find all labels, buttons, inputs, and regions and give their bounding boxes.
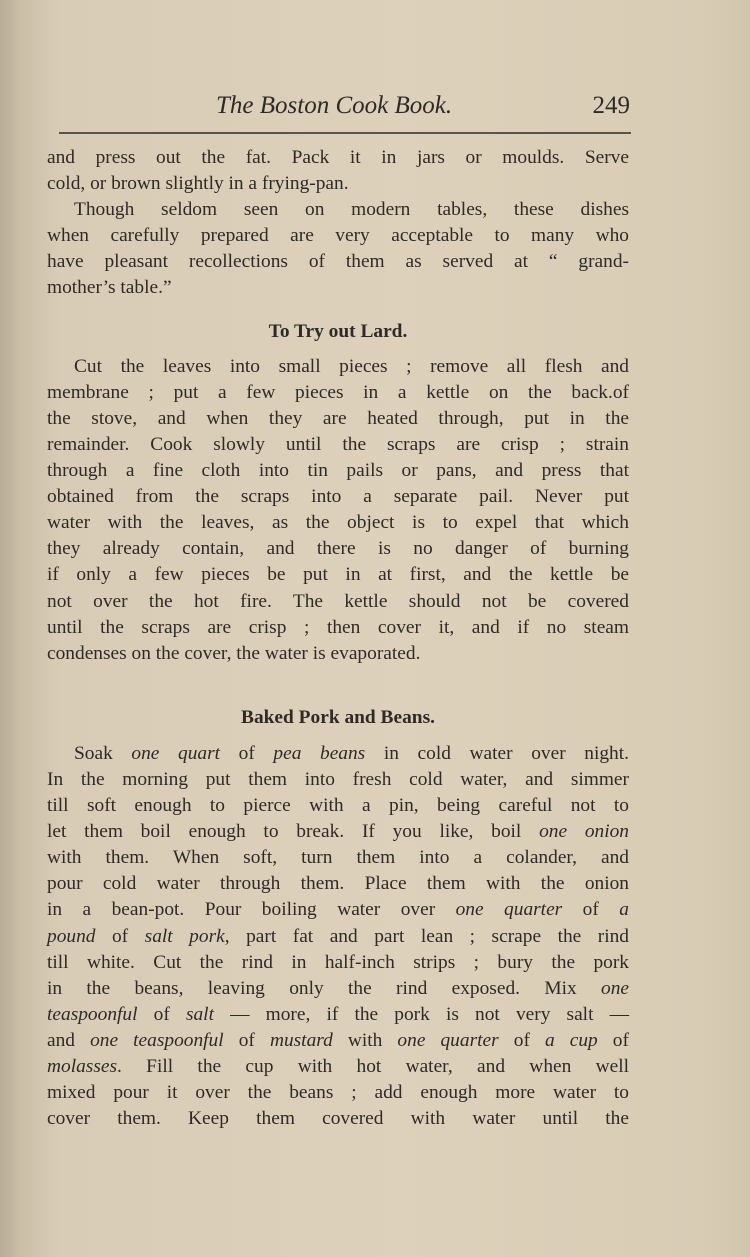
text-run: of <box>498 1029 545 1051</box>
text-line <box>47 924 629 950</box>
text-line: mixed pour it over the beans ; add enough more water to <box>47 1082 629 1104</box>
text-line: through a fine cloth into tin pails or pans, and press that <box>47 460 629 482</box>
text-line: remainder. Cook slowly until the scraps are crisp ; strain <box>47 433 629 455</box>
text-line: not over the hot fire. The kettle should not be covered <box>47 590 629 612</box>
text-run: with <box>332 1029 398 1051</box>
ingredient-quantity: one <box>601 977 629 999</box>
text-line: obtained from the scraps into a separate pail. Never put <box>47 486 629 508</box>
text-line: water with the leaves, as the object is to expel that which <box>47 512 629 534</box>
text-run: of <box>137 1003 186 1025</box>
text-run: , part fat and part lean ; scrape the rind <box>224 925 629 947</box>
heading-to-try-out-lard: To Try out Lard. <box>268 320 408 342</box>
text-line: membrane ; put a few pieces in a kettle on the back.of <box>47 381 629 403</box>
text-run: of <box>597 1029 629 1051</box>
ingredient-name: salt <box>185 1003 214 1025</box>
text-line: with them. When soft, turn them into a colander, and <box>47 847 629 869</box>
text-run: — more, if the pork is not very salt — <box>213 1003 629 1025</box>
running-head-title: The Boston Cook Book. <box>216 92 453 119</box>
text-run: of <box>220 742 274 764</box>
text-run: of <box>562 899 620 921</box>
text-line <box>47 897 629 923</box>
text-line: till soft enough to pierce with a pin, being careful not to <box>47 795 629 817</box>
ingredient-name: pea beans <box>273 742 366 764</box>
text-line: mother’s table.” <box>47 277 172 299</box>
ingredient-quantity: a cup <box>544 1029 598 1051</box>
ingredient-quantity: one quarter <box>397 1029 499 1051</box>
text-line <box>47 1002 629 1028</box>
text-run: in the beans, leaving only the rind exposed. Mix <box>47 977 601 999</box>
text-line: cover them. Keep them covered with water until the <box>47 1108 629 1130</box>
text-run: Soak <box>74 742 132 764</box>
text-line: when carefully prepared are very acceptable to many who <box>47 225 629 247</box>
ingredient-quantity: teaspoonful <box>47 1003 138 1025</box>
ingredient-name: salt pork <box>144 925 225 947</box>
text-line: till white. Cut the rind in half-inch strips ; bury the pork <box>47 951 629 973</box>
text-run: of <box>223 1029 270 1051</box>
text-line <box>47 741 629 767</box>
text-line <box>47 819 629 845</box>
paragraph-continuation <box>47 145 629 197</box>
ingredient-quantity: one teaspoonful <box>90 1029 224 1051</box>
text-line <box>47 976 629 1002</box>
ingredient-name: mustard <box>269 1029 333 1051</box>
text-run: in a bean-pot. Pour boiling water over <box>47 899 456 921</box>
ingredient-quantity: a <box>619 899 629 921</box>
text-run: let them boil enough to break. If you like, boil <box>47 821 540 843</box>
text-line: In the morning put them into fresh cold water, and simmer <box>47 768 629 790</box>
body-text <box>47 145 629 1132</box>
ingredient-quantity: pound <box>47 925 96 947</box>
paragraph-lard <box>47 354 629 667</box>
text-line <box>47 1028 629 1054</box>
text-run: of <box>95 925 145 947</box>
header-rule <box>59 132 631 134</box>
text-run: . Fill the cup with hot water, and when well <box>117 1056 629 1077</box>
text-line: and press out the fat. Pack it in jars or moulds. Serve <box>47 147 629 168</box>
running-head <box>60 92 630 126</box>
ingredient-name: molasses <box>47 1056 118 1077</box>
paragraph-intro <box>47 197 629 301</box>
text-line: if only a few pieces be put in at first, and the kettle be <box>47 564 629 586</box>
page-number: 249 <box>592 92 630 119</box>
text-line: the stove, and when they are heated through, put in the <box>47 407 629 429</box>
ingredient-quantity: one quarter <box>455 899 563 921</box>
text-line: Cut the leaves into small pieces ; remove all flesh and <box>74 355 629 377</box>
text-line: they already contain, and there is no danger of burning <box>47 538 629 560</box>
text-run: in cold water over night. <box>365 742 629 764</box>
text-line: cold, or brown slightly in a frying-pan. <box>47 173 349 195</box>
text-line: have pleasant recollections of them as served at “ grand- <box>47 251 629 273</box>
text-line: condenses on the cover, the water is evaporated. <box>47 642 421 664</box>
heading-baked-pork-and-beans: Baked Pork and Beans. <box>241 706 435 728</box>
text-line: Though seldom seen on modern tables, these dishes <box>74 199 629 221</box>
paragraph-beans <box>47 741 629 1132</box>
text-line: until the scraps are crisp ; then cover it, and if no steam <box>47 616 629 638</box>
text-line <box>47 1054 629 1080</box>
text-run: and <box>47 1029 91 1051</box>
text-line: pour cold water through them. Place them with the onion <box>47 873 629 895</box>
ingredient-quantity: one onion <box>539 821 630 843</box>
ingredient-quantity: one quart <box>131 742 221 764</box>
